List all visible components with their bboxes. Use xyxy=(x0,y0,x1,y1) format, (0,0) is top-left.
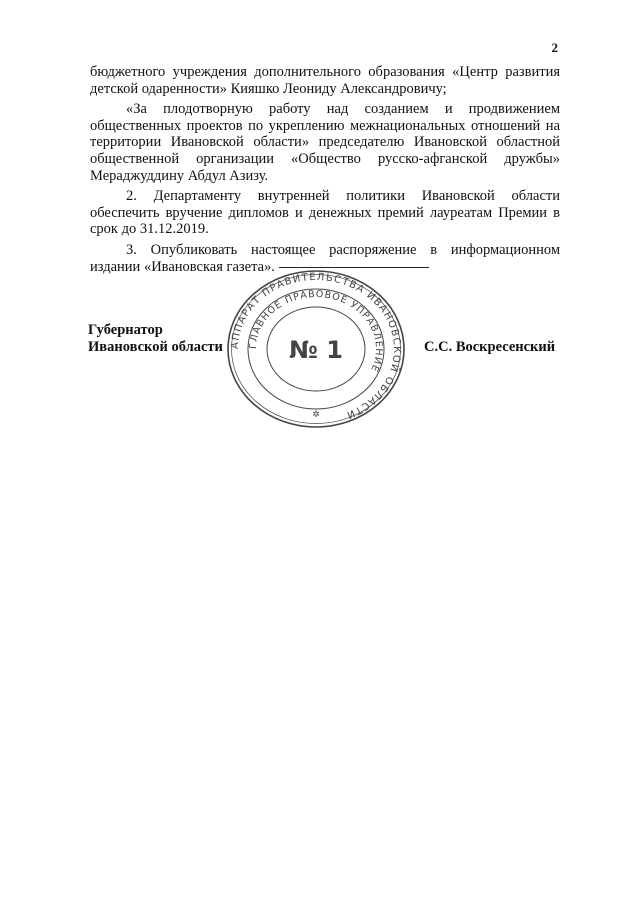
signatory-position-line2: Ивановской области xyxy=(88,338,223,355)
seal-inner-text: ГЛАВНОЕ ПРАВОВОЕ УПРАВЛЕНИЕ xyxy=(247,288,385,374)
paragraph-award-nomination: «За плодотворную работу над созданием и продвижением общественных проектов по укреплению межнациональных отношений на территории Ивановской области» председателю Ивановской областной общественной организации «Общество русско-афганской дружбы» Мераджуддину Абдул Азизу. xyxy=(90,101,560,184)
paragraph-item-3-text: 3. Опубликовать настоящее распоряжение в информационном издании «Ивановская газета». xyxy=(90,241,560,275)
paragraph-recipient-continuation: бюджетного учреждения дополнительного образования «Центр развития детской одаренности» Кияшко Леониду Александровичу; xyxy=(90,64,560,97)
closing-rule xyxy=(279,267,429,268)
page-number: 2 xyxy=(551,40,558,55)
signatory-name: С.С. Воскресенский xyxy=(424,339,556,355)
seal-center-number: № 1 xyxy=(289,336,343,364)
signatory-position-line1: Губернатор xyxy=(88,322,163,338)
seal-outer-text: АППАРАТ ПРАВИТЕЛЬСТВА ИВАНОВСКОЙ ОБЛАСТИ xyxy=(229,271,403,421)
official-seal xyxy=(226,269,406,429)
seal-star-icon: ✲ xyxy=(312,410,320,420)
paragraph-item-2: 2. Департаменту внутренней политики Ивановской области обеспечить вручение дипломов и денежных премий лауреатам Премии в срок до 31.12.2019. xyxy=(90,188,560,238)
signatory-position xyxy=(88,322,223,355)
document-body xyxy=(90,64,560,279)
official-seal-stamp xyxy=(226,269,406,429)
